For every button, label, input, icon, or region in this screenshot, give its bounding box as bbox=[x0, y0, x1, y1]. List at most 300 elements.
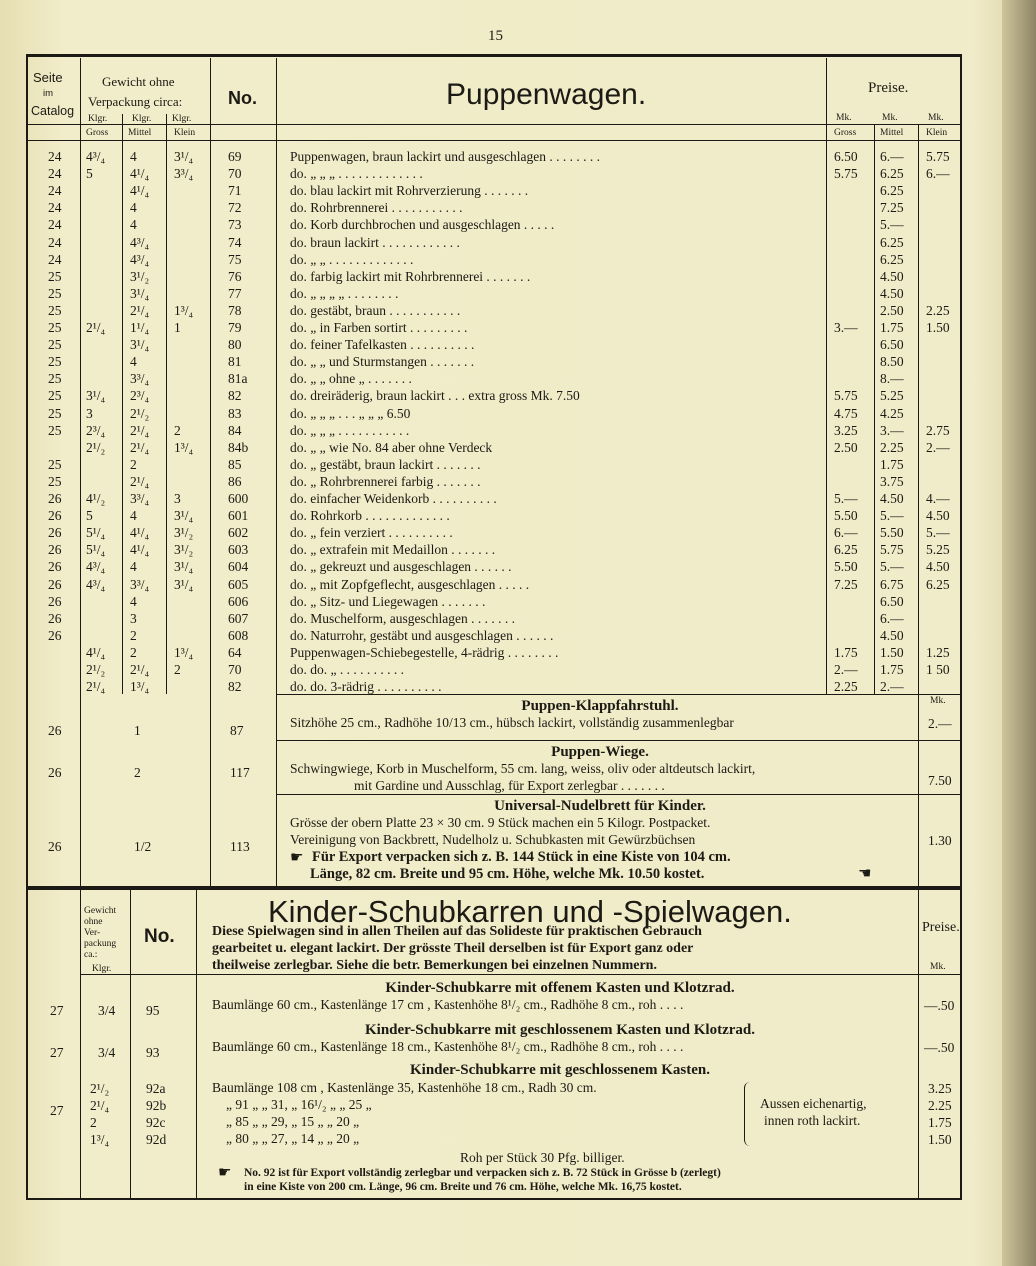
row-no: 84 bbox=[228, 422, 242, 438]
row-pm: 8.50 bbox=[880, 354, 904, 370]
row-no: 64 bbox=[228, 644, 242, 660]
row-desc: do. „ „ und Sturmstangen . . . . . . . bbox=[290, 354, 475, 370]
special-no: 117 bbox=[230, 765, 250, 780]
group-weight: 1³/₄ bbox=[90, 1132, 110, 1147]
header-preise: Preise. bbox=[868, 80, 909, 96]
group-price: 1.75 bbox=[928, 1115, 952, 1130]
row-pg: 3.— bbox=[834, 320, 858, 335]
row-pm: 4.50 bbox=[880, 491, 904, 506]
row-k: 3¹/₂ bbox=[174, 542, 194, 558]
row-m: 2 bbox=[130, 627, 137, 643]
section-title-schubkarren: Kinder-Schubkarren und -Spielwagen. bbox=[268, 894, 792, 929]
row-desc: do. Korb durchbrochen und ausgeschlagen . . . . . bbox=[290, 217, 555, 233]
row-desc: do. „ „ . . . . . . . . . . . . . bbox=[290, 251, 414, 267]
row-no: 69 bbox=[228, 149, 242, 164]
row-pm: 6.25 bbox=[880, 234, 904, 250]
row-pm: 6.— bbox=[880, 610, 904, 626]
row-g: 2¹/₂ bbox=[86, 662, 106, 677]
row-desc: do. „ „ ohne „ . . . . . . . bbox=[290, 371, 412, 387]
header-mittel: Mittel bbox=[128, 128, 152, 138]
header-catalog: Catalog bbox=[31, 104, 75, 118]
row-pm: 3.75 bbox=[880, 473, 904, 489]
s2-header-klgr: Klgr. bbox=[92, 964, 112, 974]
row-m: 3³/₄ bbox=[130, 576, 150, 592]
pointing-hand-icon: ☛ bbox=[218, 1163, 232, 1181]
row-no: 79 bbox=[228, 320, 242, 335]
row-pg: 6.— bbox=[834, 525, 858, 541]
row-m: 2¹/₄ bbox=[130, 439, 150, 455]
row-seite: 25 bbox=[48, 405, 62, 421]
row-no: 72 bbox=[228, 200, 242, 216]
row-m: 3 bbox=[130, 610, 137, 626]
row-pk: 1 50 bbox=[926, 662, 950, 677]
special-line: Grösse der obern Platte 23 × 30 cm. 9 Stück machen ein 5 Kilogr. Postpacket. bbox=[290, 815, 711, 830]
row-pk: 2.75 bbox=[926, 422, 950, 438]
row-pg: 5.75 bbox=[834, 166, 858, 182]
row-desc: do. „ „ „ . . . . . . . . . . . bbox=[290, 422, 410, 438]
group-weight: 2 bbox=[90, 1115, 97, 1130]
row-m: 2³/₄ bbox=[130, 388, 150, 404]
row-desc: Puppenwagen-Schiebegestelle, 4-rädrig . . . . . . . . bbox=[290, 644, 559, 660]
row-pk: 1.50 bbox=[926, 320, 950, 335]
row-seite: 25 bbox=[48, 268, 62, 284]
header-price-klein: Klein bbox=[926, 128, 948, 138]
row-k: 1 bbox=[174, 320, 181, 335]
row-m: 2¹/₄ bbox=[130, 302, 150, 318]
special-price: 2.— bbox=[928, 716, 952, 731]
row-pk: 5.75 bbox=[926, 149, 950, 164]
row-k: 3¹/₂ bbox=[174, 525, 194, 541]
header-im: im bbox=[43, 88, 54, 99]
row-k: 2 bbox=[174, 422, 181, 438]
row-pm: 2.— bbox=[880, 679, 904, 695]
row-g: 5 bbox=[86, 166, 93, 182]
group-no: 92a bbox=[146, 1081, 166, 1096]
row-m: 4 bbox=[130, 593, 137, 609]
item-title: Kinder-Schubkarre mit geschlossenem Kasten und Klotzrad. bbox=[364, 1022, 755, 1038]
row-pm: 8.— bbox=[880, 371, 904, 387]
row-desc: do. „ fein verziert . . . . . . . . . . bbox=[290, 525, 453, 541]
row-g: 3 bbox=[86, 405, 93, 421]
row-pk: 5.25 bbox=[926, 542, 950, 558]
special-line: Länge, 82 cm. Breite und 95 cm. Höhe, welche Mk. 10.50 kostet. bbox=[310, 866, 705, 882]
row-g: 2¹/₄ bbox=[86, 320, 106, 335]
row-desc: do. „ Sitz- und Liegewagen . . . . . . . bbox=[290, 593, 486, 609]
row-desc: do. farbig lackirt mit Rohrbrennerei . . . . . . . bbox=[290, 268, 531, 284]
row-pg: 1.75 bbox=[834, 644, 858, 660]
row-desc: do. gestäbt, braun . . . . . . . . . . . bbox=[290, 302, 461, 318]
group-line: Baumlänge 108 cm , Kastenlänge 35, Kastenhöhe 18 cm., Radh 30 cm. bbox=[212, 1080, 597, 1095]
group-roh: Roh per Stück 30 Pfg. billiger. bbox=[460, 1150, 625, 1165]
special-title: Puppen-Klappfahrstuhl. bbox=[521, 698, 679, 714]
row-g: 3¹/₄ bbox=[86, 388, 106, 404]
row-m: 3¹/₄ bbox=[130, 285, 150, 301]
row-no: 607 bbox=[228, 610, 249, 626]
row-desc: do. Rohrkorb . . . . . . . . . . . . . bbox=[290, 508, 450, 524]
group-weight: 2¹/₂ bbox=[90, 1081, 110, 1096]
group-note: in eine Kiste von 200 cm. Länge, 96 cm. Breite und 76 cm. Höhe, welche Mk. 16,75 kostet. bbox=[244, 1181, 682, 1193]
row-desc: do. „ „ „ . . . „ „ „ 6.50 bbox=[290, 405, 411, 421]
row-desc: do. „ „ wie No. 84 aber ohne Verdeck bbox=[290, 439, 493, 455]
row-no: 82 bbox=[228, 679, 242, 695]
row-no: 76 bbox=[228, 268, 242, 284]
s2-header-mk: Mk. bbox=[930, 962, 946, 972]
row-pk: 2.25 bbox=[926, 302, 950, 318]
row-pk: 4.50 bbox=[926, 508, 950, 524]
special-weight: 1 bbox=[134, 723, 141, 738]
row-desc: do. blau lackirt mit Rohrverzierung . . . . . . . bbox=[290, 183, 529, 199]
row-no: 84b bbox=[228, 439, 249, 455]
row-seite: 25 bbox=[48, 388, 62, 404]
group-weight: 2¹/₄ bbox=[90, 1098, 110, 1113]
group-price: 2.25 bbox=[928, 1098, 952, 1113]
row-g: 4¹/₄ bbox=[86, 644, 106, 660]
row-desc: do. „ extrafein mit Medaillon . . . . . . . bbox=[290, 542, 496, 558]
row-k: 1³/₄ bbox=[174, 439, 194, 455]
row-seite: 26 bbox=[48, 627, 62, 643]
row-k: 2 bbox=[174, 662, 181, 677]
row-pg: 5.75 bbox=[834, 388, 858, 404]
row-seite: 24 bbox=[48, 183, 62, 199]
row-seite: 25 bbox=[48, 422, 62, 438]
row-m: 2 bbox=[130, 456, 137, 472]
row-desc: do. do. 3-rädrig . . . . . . . . . . bbox=[290, 679, 442, 695]
row-g: 5 bbox=[86, 508, 93, 524]
row-pm: 6.25 bbox=[880, 251, 904, 267]
header-klgr-3: Klgr. bbox=[172, 114, 192, 124]
special-no: 87 bbox=[230, 723, 244, 738]
row-seite: 26 bbox=[48, 576, 62, 592]
row-m: 4 bbox=[130, 354, 137, 370]
group-price: 1.50 bbox=[928, 1132, 952, 1147]
row-pm: 5.— bbox=[880, 217, 904, 233]
header-gewicht: Gewicht ohne bbox=[102, 74, 175, 89]
item-line: Baumlänge 60 cm., Kastenlänge 18 cm., Kastenhöhe 8¹/₂ cm., Radhöhe 8 cm., roh . . . . bbox=[212, 1039, 684, 1054]
pointing-hand-icon: ☚ bbox=[858, 864, 872, 882]
row-k: 3¹/₄ bbox=[174, 508, 194, 524]
special-line: Vereinigung von Backbrett, Nudelholz u. Schubkasten mit Gewürzbüchsen bbox=[290, 832, 696, 847]
item-weight: 3/4 bbox=[98, 1003, 116, 1018]
row-m: 4¹/₄ bbox=[130, 166, 150, 182]
row-pm: 5.50 bbox=[880, 525, 904, 541]
s2-header-gewicht: packung bbox=[84, 939, 117, 949]
row-no: 74 bbox=[228, 234, 242, 250]
row-seite: 26 bbox=[48, 542, 62, 558]
book-spine-shadow bbox=[1002, 0, 1036, 1266]
special-line: Schwingwiege, Korb in Muschelform, 55 cm. lang, weiss, oliv oder altdeutsch lackirt, bbox=[290, 761, 756, 776]
row-g: 4³/₄ bbox=[86, 576, 106, 592]
pointing-hand-icon: ☛ bbox=[290, 848, 304, 866]
row-pg: 5.— bbox=[834, 491, 858, 506]
s2-header-gewicht: ohne bbox=[84, 917, 103, 927]
row-no: 606 bbox=[228, 593, 249, 609]
row-pk: 4.50 bbox=[926, 559, 950, 575]
group-no: 92b bbox=[146, 1098, 167, 1113]
row-seite: 25 bbox=[48, 320, 62, 335]
brace-line: Aussen eichenartig, bbox=[760, 1096, 867, 1111]
special-seite: 26 bbox=[48, 765, 62, 780]
row-pm: 4.50 bbox=[880, 627, 904, 643]
item-title: Kinder-Schubkarre mit offenem Kasten und Klotzrad. bbox=[385, 980, 735, 996]
section-title-puppenwagen: Puppenwagen. bbox=[446, 78, 647, 111]
row-seite: 26 bbox=[48, 491, 62, 506]
row-desc: do. dreiräderig, braun lackirt . . . extra gross Mk. 7.50 bbox=[290, 388, 580, 404]
row-m: 4³/₄ bbox=[130, 251, 150, 267]
row-pm: 6.— bbox=[880, 149, 904, 164]
row-desc: do. „ in Farben sortirt . . . . . . . . . bbox=[290, 320, 468, 335]
s2-header-gewicht: ca.: bbox=[84, 950, 98, 960]
header-mk-1: Mk. bbox=[836, 113, 852, 123]
row-no: 81a bbox=[228, 371, 248, 387]
group-brace bbox=[744, 1082, 753, 1146]
row-pg: 7.25 bbox=[834, 576, 858, 592]
row-pk: 2.— bbox=[926, 439, 950, 455]
row-no: 77 bbox=[228, 285, 242, 301]
row-g: 4¹/₂ bbox=[86, 491, 106, 506]
row-no: 78 bbox=[228, 302, 242, 318]
header-klgr-1: Klgr. bbox=[88, 114, 108, 124]
row-m: 4¹/₄ bbox=[130, 525, 150, 541]
row-no: 82 bbox=[228, 388, 242, 404]
row-m: 3³/₄ bbox=[130, 371, 150, 387]
row-k: 1³/₄ bbox=[174, 644, 194, 660]
row-seite: 24 bbox=[48, 217, 62, 233]
row-desc: do. feiner Tafelkasten . . . . . . . . . . bbox=[290, 337, 475, 353]
row-seite: 25 bbox=[48, 456, 62, 472]
special-seite: 26 bbox=[48, 723, 62, 738]
row-pm: 1.50 bbox=[880, 644, 904, 660]
s2-header-preise: Preise. bbox=[922, 920, 960, 935]
row-pm: 4.50 bbox=[880, 285, 904, 301]
row-m: 4¹/₄ bbox=[130, 183, 150, 199]
row-pm: 2.50 bbox=[880, 302, 904, 318]
row-k: 3¹/₄ bbox=[174, 149, 194, 164]
row-pm: 6.25 bbox=[880, 183, 904, 199]
item-no: 93 bbox=[146, 1045, 160, 1060]
row-no: 73 bbox=[228, 217, 242, 233]
special-weight: 1/2 bbox=[134, 839, 152, 854]
row-m: 4 bbox=[130, 217, 137, 233]
row-seite: 24 bbox=[48, 251, 62, 267]
row-desc: do. braun lackirt . . . . . . . . . . . . bbox=[290, 234, 460, 250]
row-desc: do. do. „ . . . . . . . . . . bbox=[290, 662, 404, 677]
row-m: 4³/₄ bbox=[130, 234, 150, 250]
row-pg: 5.50 bbox=[834, 508, 858, 524]
row-k: 3 bbox=[174, 491, 181, 506]
row-no: 75 bbox=[228, 251, 242, 267]
group-line: „ 85 „ „ 29, „ 15 „ „ 20 „ bbox=[226, 1114, 360, 1129]
row-pm: 1.75 bbox=[880, 456, 904, 472]
row-seite: 25 bbox=[48, 354, 62, 370]
page-number: 15 bbox=[488, 28, 503, 44]
row-no: 83 bbox=[228, 405, 242, 421]
row-seite: 25 bbox=[48, 337, 62, 353]
row-m: 1¹/₄ bbox=[130, 320, 150, 335]
row-g: 4³/₄ bbox=[86, 559, 106, 575]
special-line: Sitzhöhe 25 cm., Radhöhe 10/13 cm., hübsch lackirt, vollständig zusammenlegbar bbox=[290, 715, 734, 730]
row-no: 70 bbox=[228, 662, 242, 677]
row-no: 70 bbox=[228, 166, 242, 182]
row-pg: 6.50 bbox=[834, 149, 858, 164]
special-price: 1.30 bbox=[928, 833, 952, 848]
item-weight: 3/4 bbox=[98, 1045, 116, 1060]
special-price: 7.50 bbox=[928, 773, 952, 788]
header-no: No. bbox=[228, 88, 257, 108]
row-pg: 2.— bbox=[834, 662, 858, 677]
row-g: 5¹/₄ bbox=[86, 542, 106, 558]
group-no: 92c bbox=[146, 1115, 166, 1130]
row-no: 605 bbox=[228, 576, 249, 592]
row-pg: 2.25 bbox=[834, 679, 858, 695]
s2-header-no: No. bbox=[144, 926, 175, 947]
row-k: 1³/₄ bbox=[174, 302, 194, 318]
row-desc: do. „ mit Zopfgeflecht, ausgeschlagen . . . . . bbox=[290, 576, 530, 592]
row-m: 4¹/₄ bbox=[130, 542, 150, 558]
row-seite: 26 bbox=[48, 525, 62, 541]
row-no: 80 bbox=[228, 337, 242, 353]
row-k: 3¹/₄ bbox=[174, 559, 194, 575]
row-no: 85 bbox=[228, 456, 242, 472]
row-m: 4 bbox=[130, 559, 137, 575]
row-pm: 7.25 bbox=[880, 200, 904, 216]
row-m: 4 bbox=[130, 200, 137, 216]
s2-header-gewicht: Gewicht bbox=[84, 906, 117, 916]
header-gross: Gross bbox=[86, 128, 109, 138]
row-desc: do. „ „ „ „ . . . . . . . . bbox=[290, 285, 399, 301]
row-seite: 24 bbox=[48, 166, 62, 182]
row-m: 2¹/₂ bbox=[130, 405, 150, 421]
row-no: 603 bbox=[228, 542, 249, 558]
row-desc: do. „ „ „ . . . . . . . . . . . . . bbox=[290, 166, 423, 182]
header-seite: Seite bbox=[33, 70, 63, 85]
row-g: 4³/₄ bbox=[86, 149, 106, 164]
item-line: Baumlänge 60 cm., Kastenlänge 17 cm , Kastenhöhe 8¹/₂ cm., Radhöhe 8 cm., roh . . . . bbox=[212, 997, 684, 1012]
group-line: „ 91 „ „ 31, „ 16¹/₂ „ „ 25 „ bbox=[226, 1097, 372, 1112]
row-pm: 1.75 bbox=[880, 662, 904, 677]
row-seite: 26 bbox=[48, 508, 62, 524]
row-m: 3¹/₄ bbox=[130, 337, 150, 353]
row-no: 608 bbox=[228, 627, 249, 643]
item-price: —.50 bbox=[924, 998, 955, 1013]
row-pk: 1.25 bbox=[926, 644, 950, 660]
row-m: 2¹/₄ bbox=[130, 422, 150, 438]
row-g: 5¹/₄ bbox=[86, 525, 106, 541]
row-pk: 6.— bbox=[926, 166, 950, 182]
row-seite: 25 bbox=[48, 302, 62, 318]
group-no: 92d bbox=[146, 1132, 167, 1147]
row-no: 86 bbox=[228, 473, 242, 489]
row-pg: 5.50 bbox=[834, 559, 858, 575]
item-no: 95 bbox=[146, 1003, 160, 1018]
row-m: 4 bbox=[130, 508, 137, 524]
row-pm: 6.25 bbox=[880, 166, 904, 182]
row-seite: 24 bbox=[48, 149, 62, 164]
row-pk: 4.— bbox=[926, 491, 950, 506]
group-note: No. 92 ist für Export vollständig zerlegbar und verpacken sich z. B. 72 Stück in Grösse b (zerlegt) bbox=[244, 1167, 721, 1179]
header-klein: Klein bbox=[174, 128, 196, 138]
item-seite: 27 bbox=[50, 1045, 64, 1060]
row-seite: 26 bbox=[48, 610, 62, 626]
row-desc: do. Naturrohr, gestäbt und ausgeschlagen . . . . . . bbox=[290, 627, 554, 643]
row-pm: 2.25 bbox=[880, 439, 904, 455]
row-pm: 5.— bbox=[880, 559, 904, 575]
row-pm: 4.50 bbox=[880, 268, 904, 284]
row-desc: do. einfacher Weidenkorb . . . . . . . . . . bbox=[290, 491, 497, 506]
row-m: 2 bbox=[130, 644, 137, 660]
item-seite: 27 bbox=[50, 1003, 64, 1018]
group-seite: 27 bbox=[50, 1103, 64, 1118]
row-pm: 5.25 bbox=[880, 388, 904, 404]
special-line: Für Export verpacken sich z. B. 144 Stück in eine Kiste von 104 cm. bbox=[312, 849, 731, 865]
header-price-gross: Gross bbox=[834, 128, 857, 138]
row-m: 2¹/₄ bbox=[130, 473, 150, 489]
row-pm: 4.25 bbox=[880, 405, 904, 421]
row-pm: 5.75 bbox=[880, 542, 904, 558]
header-verpackung: Verpackung circa: bbox=[88, 94, 183, 109]
intro-line-3: theilweise zerlegbar. Siehe die betr. Bemerkungen bei einzelnen Nummern. bbox=[212, 958, 657, 973]
group-price: 3.25 bbox=[928, 1081, 952, 1096]
special-weight: 2 bbox=[134, 765, 141, 780]
row-m: 1³/₄ bbox=[130, 679, 150, 695]
header-price-mittel: Mittel bbox=[880, 128, 904, 138]
special-line: mit Gardine und Ausschlag, für Export zerlegbar . . . . . . . bbox=[354, 778, 665, 793]
row-g: 2¹/₄ bbox=[86, 679, 106, 695]
row-seite: 26 bbox=[48, 593, 62, 609]
row-k: 3¹/₄ bbox=[174, 576, 194, 592]
row-no: 81 bbox=[228, 354, 242, 370]
row-desc: Puppenwagen, braun lackirt und ausgeschlagen . . . . . . . . bbox=[290, 149, 601, 164]
row-pk: 5.— bbox=[926, 525, 950, 541]
row-seite: 25 bbox=[48, 371, 62, 387]
intro-line-1: Diese Spielwagen sind in allen Theilen auf das Solideste für praktischen Gebrauch bbox=[212, 924, 702, 939]
row-pm: 6.50 bbox=[880, 593, 904, 609]
row-m: 3³/₄ bbox=[130, 491, 150, 506]
row-pg: 4.75 bbox=[834, 405, 858, 421]
row-pm: 3.— bbox=[880, 422, 904, 438]
special-title: Universal-Nudelbrett für Kinder. bbox=[494, 798, 706, 814]
special-mk: Mk. bbox=[930, 696, 946, 706]
row-seite: 25 bbox=[48, 473, 62, 489]
row-g: 2¹/₂ bbox=[86, 439, 106, 455]
row-m: 2¹/₄ bbox=[130, 662, 150, 677]
row-no: 601 bbox=[228, 508, 249, 524]
row-pk: 6.25 bbox=[926, 576, 950, 592]
row-pm: 1.75 bbox=[880, 320, 904, 335]
intro-line-2: gearbeitet u. elegant lackirt. Der grösste Theil derselben ist für Export ganz oder bbox=[212, 941, 694, 956]
row-pm: 6.75 bbox=[880, 576, 904, 592]
row-pg: 6.25 bbox=[834, 542, 858, 558]
row-pm: 6.50 bbox=[880, 337, 904, 353]
row-pm: 5.— bbox=[880, 508, 904, 524]
row-no: 602 bbox=[228, 525, 249, 541]
s2-header-gewicht: Ver- bbox=[84, 928, 101, 938]
row-desc: do. Muschelform, ausgeschlagen . . . . . . . bbox=[290, 610, 515, 626]
row-pg: 3.25 bbox=[834, 422, 858, 438]
group-title: Kinder-Schubkarre mit geschlossenem Kasten. bbox=[410, 1062, 710, 1078]
row-m: 4 bbox=[130, 149, 137, 164]
row-k: 3³/₄ bbox=[174, 166, 194, 182]
row-desc: do. „ Rohrbrennerei farbig . . . . . . . bbox=[290, 473, 481, 489]
group-line: „ 80 „ „ 27, „ 14 „ „ 20 „ bbox=[226, 1131, 360, 1146]
row-m: 3¹/₂ bbox=[130, 268, 150, 284]
brace-line: innen roth lackirt. bbox=[764, 1113, 861, 1128]
row-no: 604 bbox=[228, 559, 249, 575]
special-seite: 26 bbox=[48, 839, 62, 854]
row-desc: do. Rohrbrennerei . . . . . . . . . . . bbox=[290, 200, 463, 216]
special-title: Puppen-Wiege. bbox=[551, 744, 649, 760]
row-seite: 24 bbox=[48, 234, 62, 250]
row-desc: do. „ gekreuzt und ausgeschlagen . . . . . . bbox=[290, 559, 512, 575]
